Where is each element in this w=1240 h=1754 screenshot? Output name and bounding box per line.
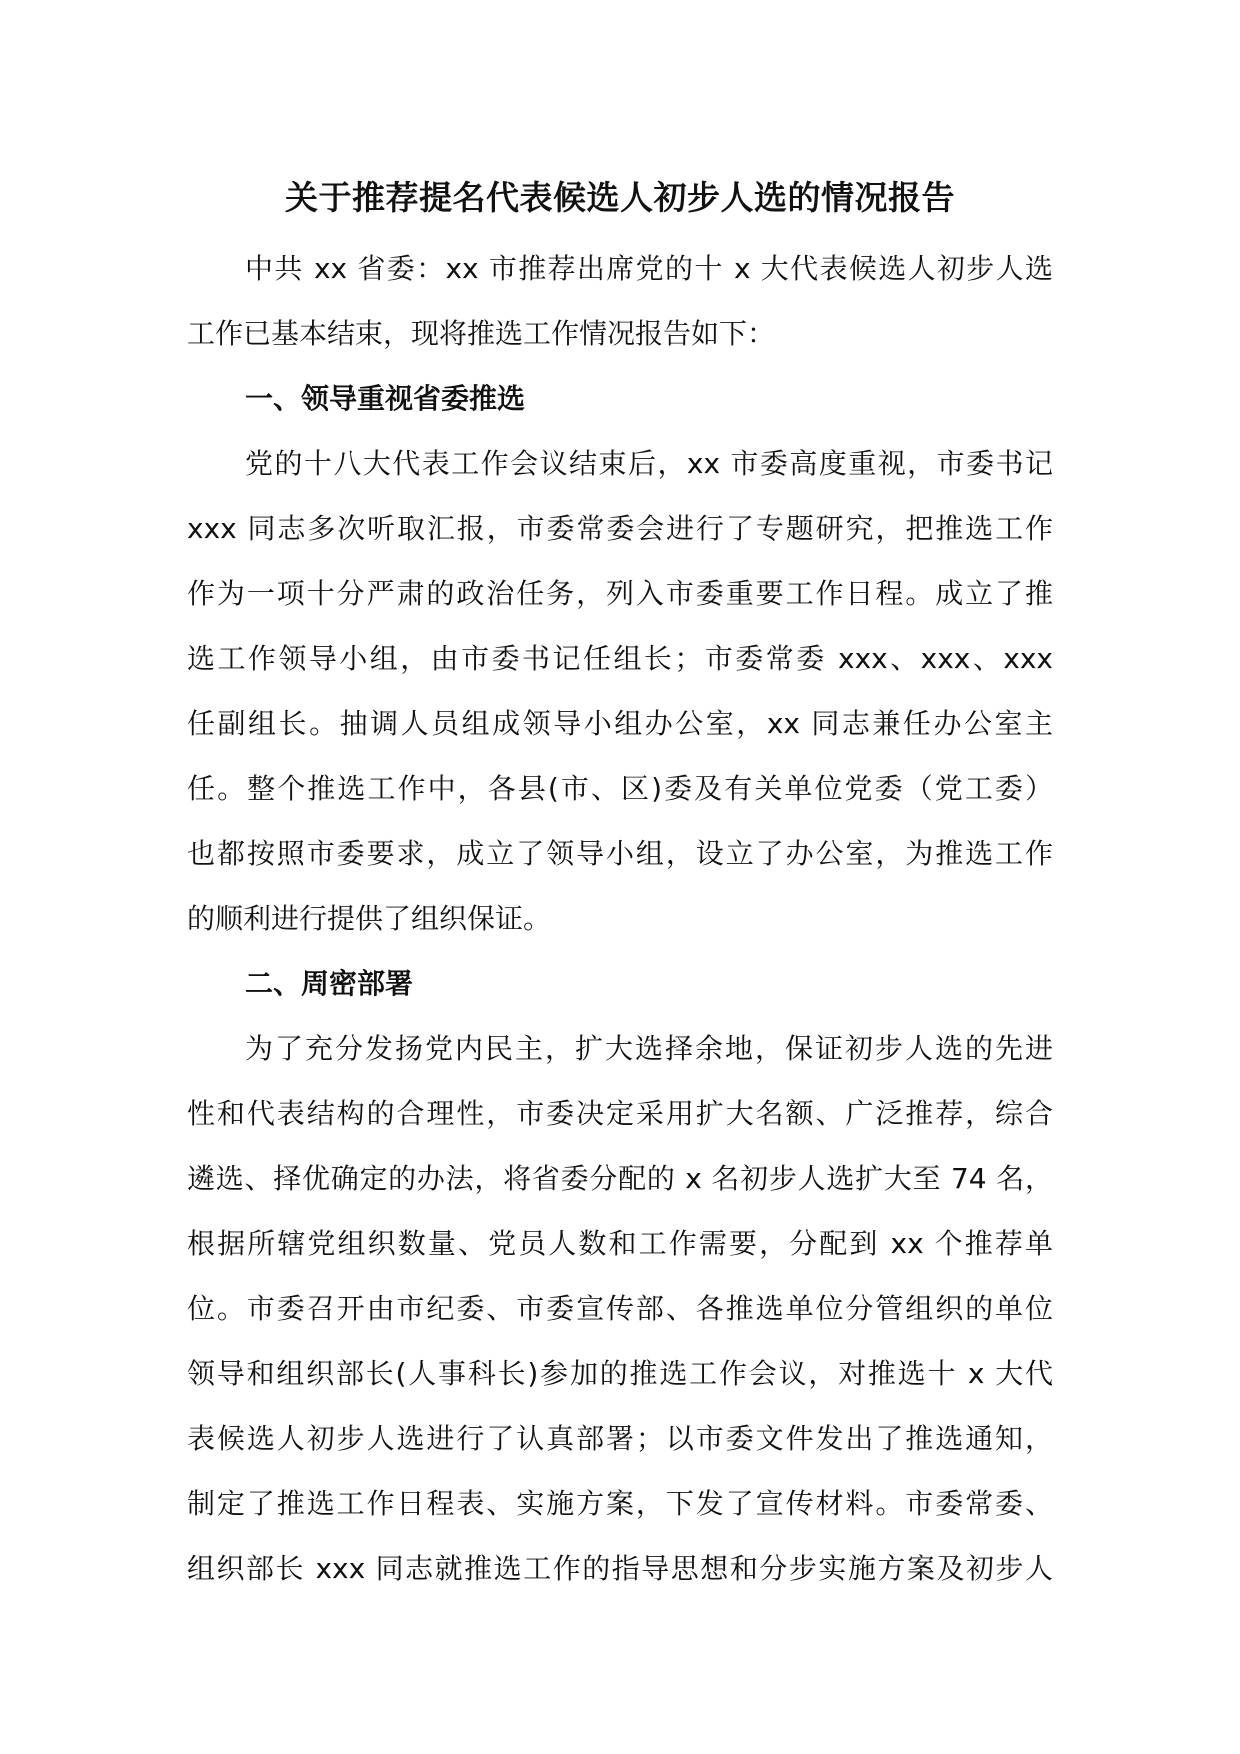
paragraph-line: 性和代表结构的合理性，市委决定采用扩大名额、广泛推荐，综合: [187, 1097, 1053, 1130]
paragraph-line: xxx 同志多次听取汇报，市委常委会进行了专题研究，把推选工作: [187, 512, 1053, 545]
paragraph-line: 作为一项十分严肃的政治任务，列入市委重要工作日程。成立了推: [187, 577, 1053, 610]
document-body: [187, 236, 1053, 1601]
section-heading: 一、领导重视省委推选: [245, 382, 526, 415]
paragraph-line: 为了充分发扬党内民主，扩大选择余地，保证初步人选的先进: [245, 1032, 1053, 1065]
paragraph-line: 领导和组织部长(人事科长)参加的推选工作会议，对推选十 x 大代: [187, 1357, 1053, 1390]
paragraph-line: 也都按照市委要求，成立了领导小组，设立了办公室，为推选工作: [187, 837, 1053, 870]
paragraph-line: 表候选人初步人选进行了认真部署；以市委文件发出了推选通知，: [187, 1422, 1053, 1455]
paragraph-line: 根据所辖党组织数量、党员人数和工作需要，分配到 xx 个推荐单: [187, 1227, 1053, 1260]
paragraph-line: 任副组长。抽调人员组成领导小组办公室，xx 同志兼任办公室主: [187, 707, 1053, 740]
paragraph-line: 制定了推选工作日程表、实施方案，下发了宣传材料。市委常委、: [187, 1487, 1053, 1520]
paragraph-line: 选工作领导小组，由市委书记任组长；市委常委 xxx、xxx、xxx: [187, 642, 1053, 675]
paragraph-line: 工作已基本结束，现将推选工作情况报告如下：: [187, 317, 776, 350]
paragraph-line: 党的十八大代表工作会议结束后，xx 市委高度重视，市委书记: [245, 447, 1053, 480]
paragraph-line: 组织部长 xxx 同志就推选工作的指导思想和分步实施方案及初步人: [187, 1552, 1053, 1585]
paragraph-line: 中共 xx 省委：xx 市推荐出席党的十 x 大代表候选人初步人选: [245, 252, 1053, 285]
section-heading: 二、周密部署: [245, 967, 414, 1000]
paragraph-line: 位。市委召开由市纪委、市委宣传部、各推选单位分管组织的单位: [187, 1292, 1053, 1325]
paragraph-line: 遴选、择优确定的办法，将省委分配的 x 名初步人选扩大至 74 名，: [187, 1162, 1053, 1195]
paragraph-line: 的顺利进行提供了组织保证。: [187, 902, 552, 935]
paragraph-line: 任。整个推选工作中，各县(市、区)委及有关单位党委（党工委）: [187, 772, 1053, 805]
document-title: 关于推荐提名代表候选人初步人选的情况报告: [285, 178, 955, 217]
